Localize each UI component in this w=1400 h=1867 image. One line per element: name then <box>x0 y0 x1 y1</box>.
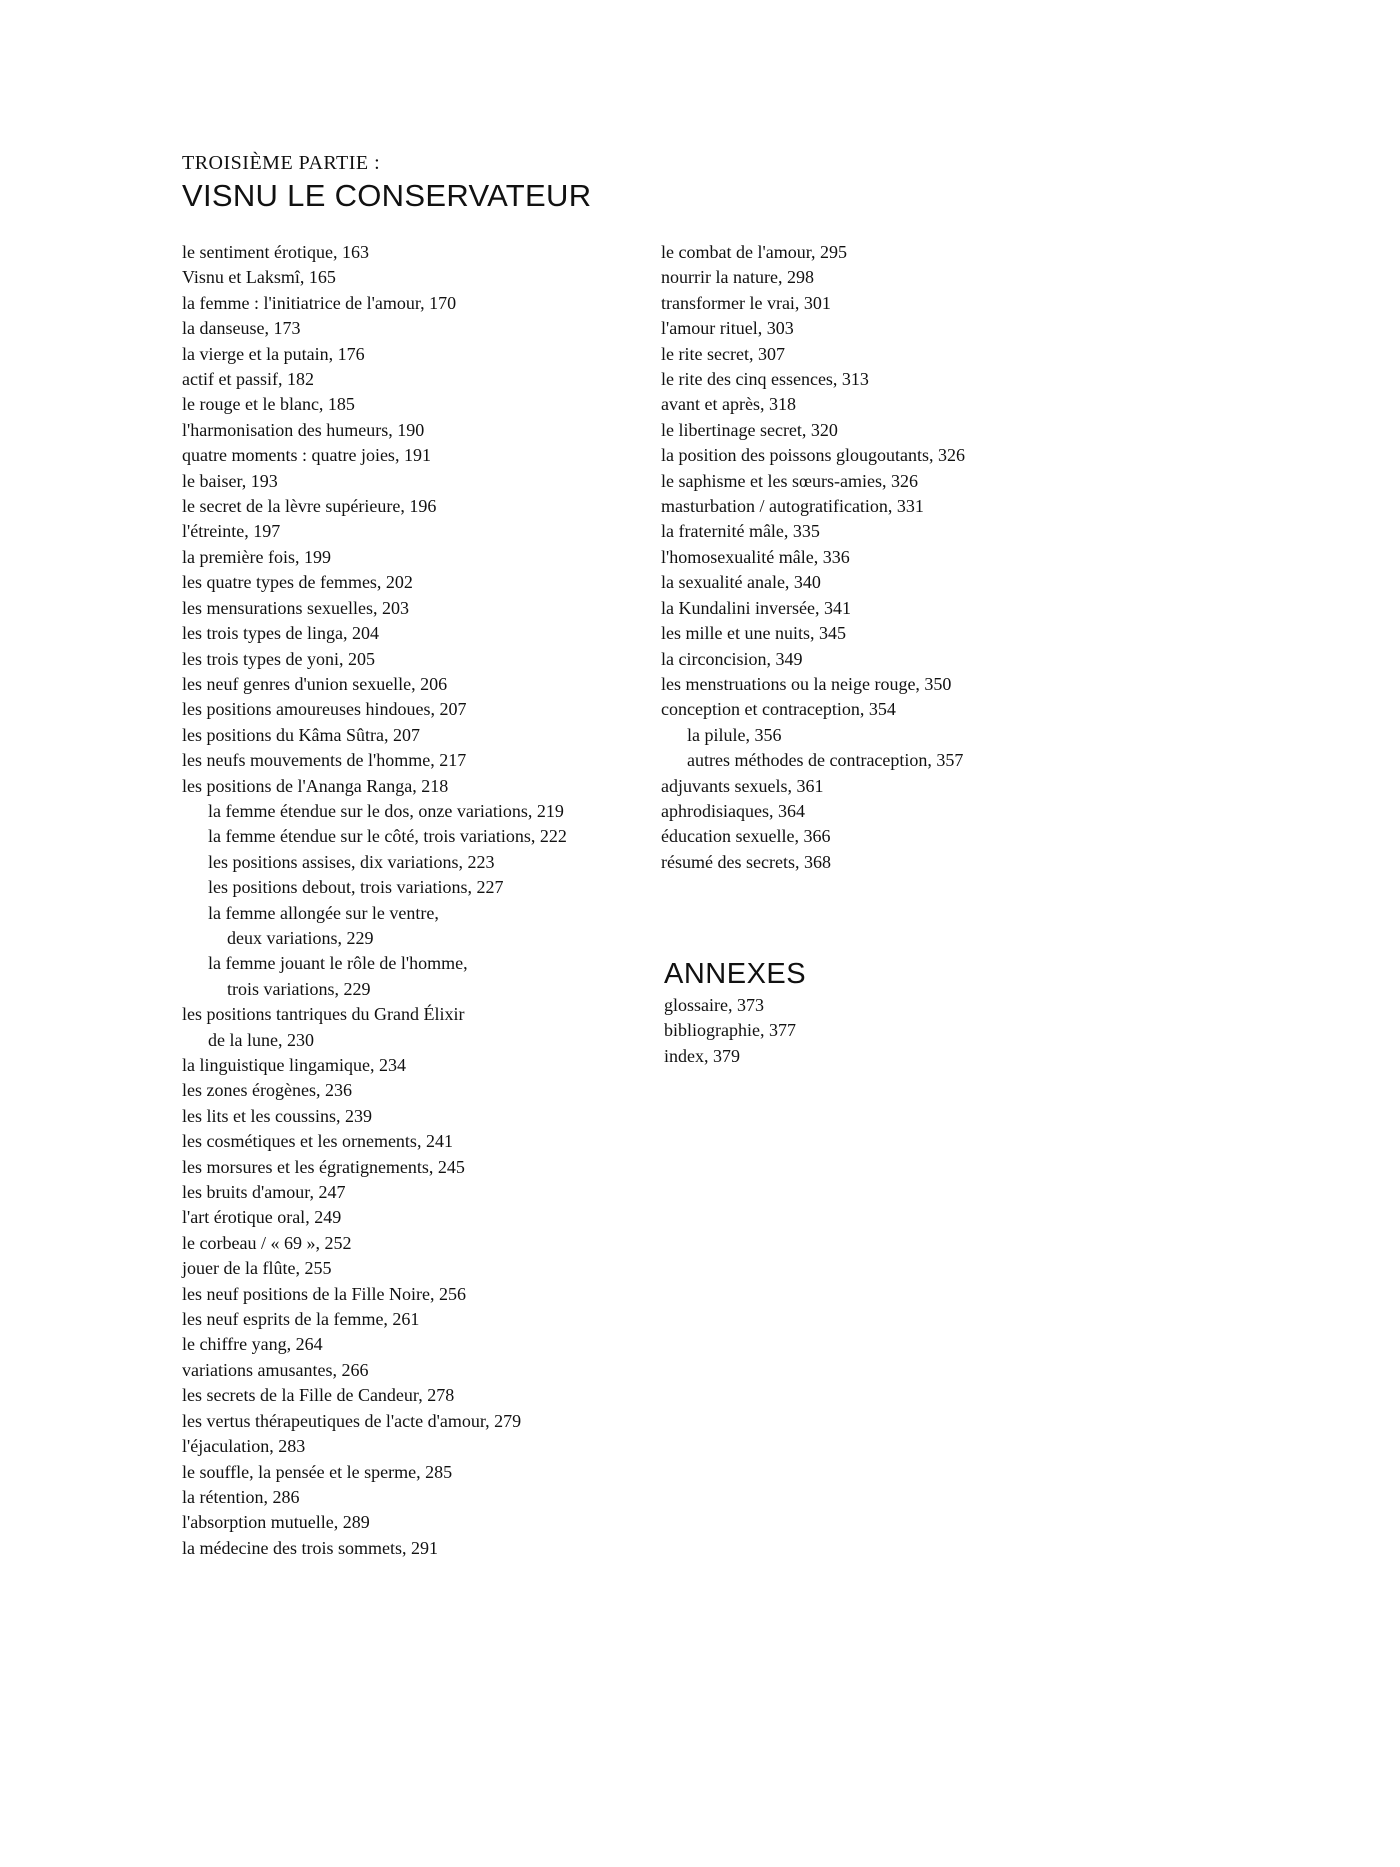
annexes-list <box>664 993 1064 1069</box>
toc-right-column <box>661 240 1161 875</box>
toc-entry: les positions amoureuses hindoues, 207 <box>182 699 467 720</box>
toc-entry: aphrodisiaques, 364 <box>661 800 805 821</box>
toc-entry: les positions de l'Ananga Ranga, 218 <box>182 775 449 796</box>
toc-entry: éducation sexuelle, 366 <box>661 826 831 847</box>
toc-entry: la pilule, 356 <box>687 724 782 745</box>
toc-entry: le chiffre yang, 264 <box>182 1334 323 1355</box>
toc-entry: les trois types de yoni, 205 <box>182 648 375 669</box>
toc-entry: le sentiment érotique, 163 <box>182 242 369 262</box>
toc-entry: les mensurations sexuelles, 203 <box>182 597 409 618</box>
toc-entry: les secrets de la Fille de Candeur, 278 <box>182 1385 455 1406</box>
toc-entry: les positions du Kâma Sûtra, 207 <box>182 724 420 745</box>
toc-entry: la danseuse, 173 <box>182 318 301 339</box>
toc-entry: l'éjaculation, 283 <box>182 1436 306 1457</box>
toc-entry: actif et passif, 182 <box>182 369 314 390</box>
toc-entry: l'étreinte, 197 <box>182 521 281 542</box>
toc-entry: les neuf genres d'union sexuelle, 206 <box>182 673 448 694</box>
toc-entry: les positions debout, trois variations, 227 <box>208 877 504 898</box>
toc-entry: les neuf positions de la Fille Noire, 256 <box>182 1283 466 1304</box>
toc-entry: les quatre types de femmes, 202 <box>182 572 413 593</box>
toc-entry: bibliographie, 377 <box>664 1020 796 1041</box>
toc-entry: la fraternité mâle, 335 <box>661 521 820 542</box>
toc-entry: les menstruations ou la neige rouge, 350 <box>661 673 952 694</box>
toc-entry: les vertus thérapeutiques de l'acte d'amour, 279 <box>182 1410 522 1431</box>
toc-entry: le secret de la lèvre supérieure, 196 <box>182 496 437 517</box>
toc-entry: le baiser, 193 <box>182 470 278 491</box>
toc-entry: la vierge et la putain, 176 <box>182 343 365 364</box>
toc-entry: le saphisme et les sœurs-amies, 326 <box>661 470 918 491</box>
toc-entry: l'absorption mutuelle, 289 <box>182 1512 370 1533</box>
toc-entry: la médecine des trois sommets, 291 <box>182 1537 438 1558</box>
toc-entry: les morsures et les égratignements, 245 <box>182 1156 465 1177</box>
toc-entry: la rétention, 286 <box>182 1486 300 1507</box>
toc-entry: le combat de l'amour, 295 <box>661 242 847 262</box>
toc-entry: la linguistique lingamique, 234 <box>182 1055 406 1075</box>
toc-entry: la femme jouant le rôle de l'homme, <box>208 953 468 974</box>
toc-entry: le libertinage secret, 320 <box>661 419 838 440</box>
toc-entry: les mille et une nuits, 345 <box>661 623 846 644</box>
toc-entry: deux variations, 229 <box>227 927 374 948</box>
toc-entry: les lits et les coussins, 239 <box>182 1105 372 1126</box>
toc-entry: les positions tantriques du Grand Élixir <box>182 1004 465 1025</box>
toc-entry: variations amusantes, 266 <box>182 1359 369 1380</box>
toc-entry: les neuf esprits de la femme, 261 <box>182 1309 420 1330</box>
toc-entry: le corbeau / « 69 », 252 <box>182 1232 352 1253</box>
toc-entry: la femme étendue sur le côté, trois variations, 222 <box>208 826 567 847</box>
toc-entry: la femme allongée sur le ventre, <box>208 902 439 923</box>
toc-entry: l'homosexualité mâle, 336 <box>661 546 850 567</box>
toc-entry: Visnu et Laksmî, 165 <box>182 267 336 288</box>
toc-entry: la femme étendue sur le dos, onze variations, 219 <box>208 800 564 821</box>
toc-entry: la circoncision, 349 <box>661 648 803 669</box>
toc-entry: trois variations, 229 <box>227 978 371 999</box>
toc-entry: le rite des cinq essences, 313 <box>661 369 869 390</box>
toc-entry: la femme : l'initiatrice de l'amour, 170 <box>182 292 457 313</box>
toc-entry: l'harmonisation des humeurs, 190 <box>182 419 425 440</box>
toc-entry: les neufs mouvements de l'homme, 217 <box>182 750 467 771</box>
toc-entry: les positions assises, dix variations, 223 <box>208 851 495 872</box>
toc-entry: quatre moments : quatre joies, 191 <box>182 445 431 466</box>
toc-entry: la sexualité anale, 340 <box>661 572 821 593</box>
toc-entry: jouer de la flûte, 255 <box>182 1258 332 1279</box>
part-title: VISNU LE CONSERVATEUR <box>182 178 592 213</box>
toc-entry: conception et contraception, 354 <box>661 699 896 720</box>
toc-entry: la première fois, 199 <box>182 546 331 567</box>
toc-entry: nourrir la nature, 298 <box>661 267 814 288</box>
toc-entry: l'art érotique oral, 249 <box>182 1207 342 1228</box>
toc-entry: masturbation / autogratification, 331 <box>661 496 924 517</box>
toc-entry: les cosmétiques et les ornements, 241 <box>182 1131 453 1152</box>
toc-entry: l'amour rituel, 303 <box>661 318 794 339</box>
toc-entry: la Kundalini inversée, 341 <box>661 597 851 618</box>
toc-left-column <box>182 240 652 1561</box>
toc-entry: les trois types de linga, 204 <box>182 623 379 644</box>
toc-entry: transformer le vrai, 301 <box>661 292 831 313</box>
part-label: TROISIÈME PARTIE : <box>182 152 381 174</box>
toc-entry: adjuvants sexuels, 361 <box>661 775 824 796</box>
toc-entry: de la lune, 230 <box>208 1029 314 1050</box>
toc-entry: glossaire, 373 <box>664 995 764 1015</box>
toc-entry: les bruits d'amour, 247 <box>182 1182 346 1203</box>
toc-entry: le rouge et le blanc, 185 <box>182 394 355 415</box>
annexes-title: ANNEXES <box>664 958 807 990</box>
toc-entry: autres méthodes de contraception, 357 <box>687 750 964 771</box>
toc-entry: index, 379 <box>664 1045 740 1066</box>
toc-entry: le rite secret, 307 <box>661 343 785 364</box>
toc-entry: le souffle, la pensée et le sperme, 285 <box>182 1461 453 1482</box>
toc-entry: avant et après, 318 <box>661 394 796 415</box>
toc-entry: la position des poissons glougoutants, 326 <box>661 445 966 466</box>
toc-entry: les zones érogènes, 236 <box>182 1080 352 1101</box>
toc-entry: résumé des secrets, 368 <box>661 851 831 872</box>
